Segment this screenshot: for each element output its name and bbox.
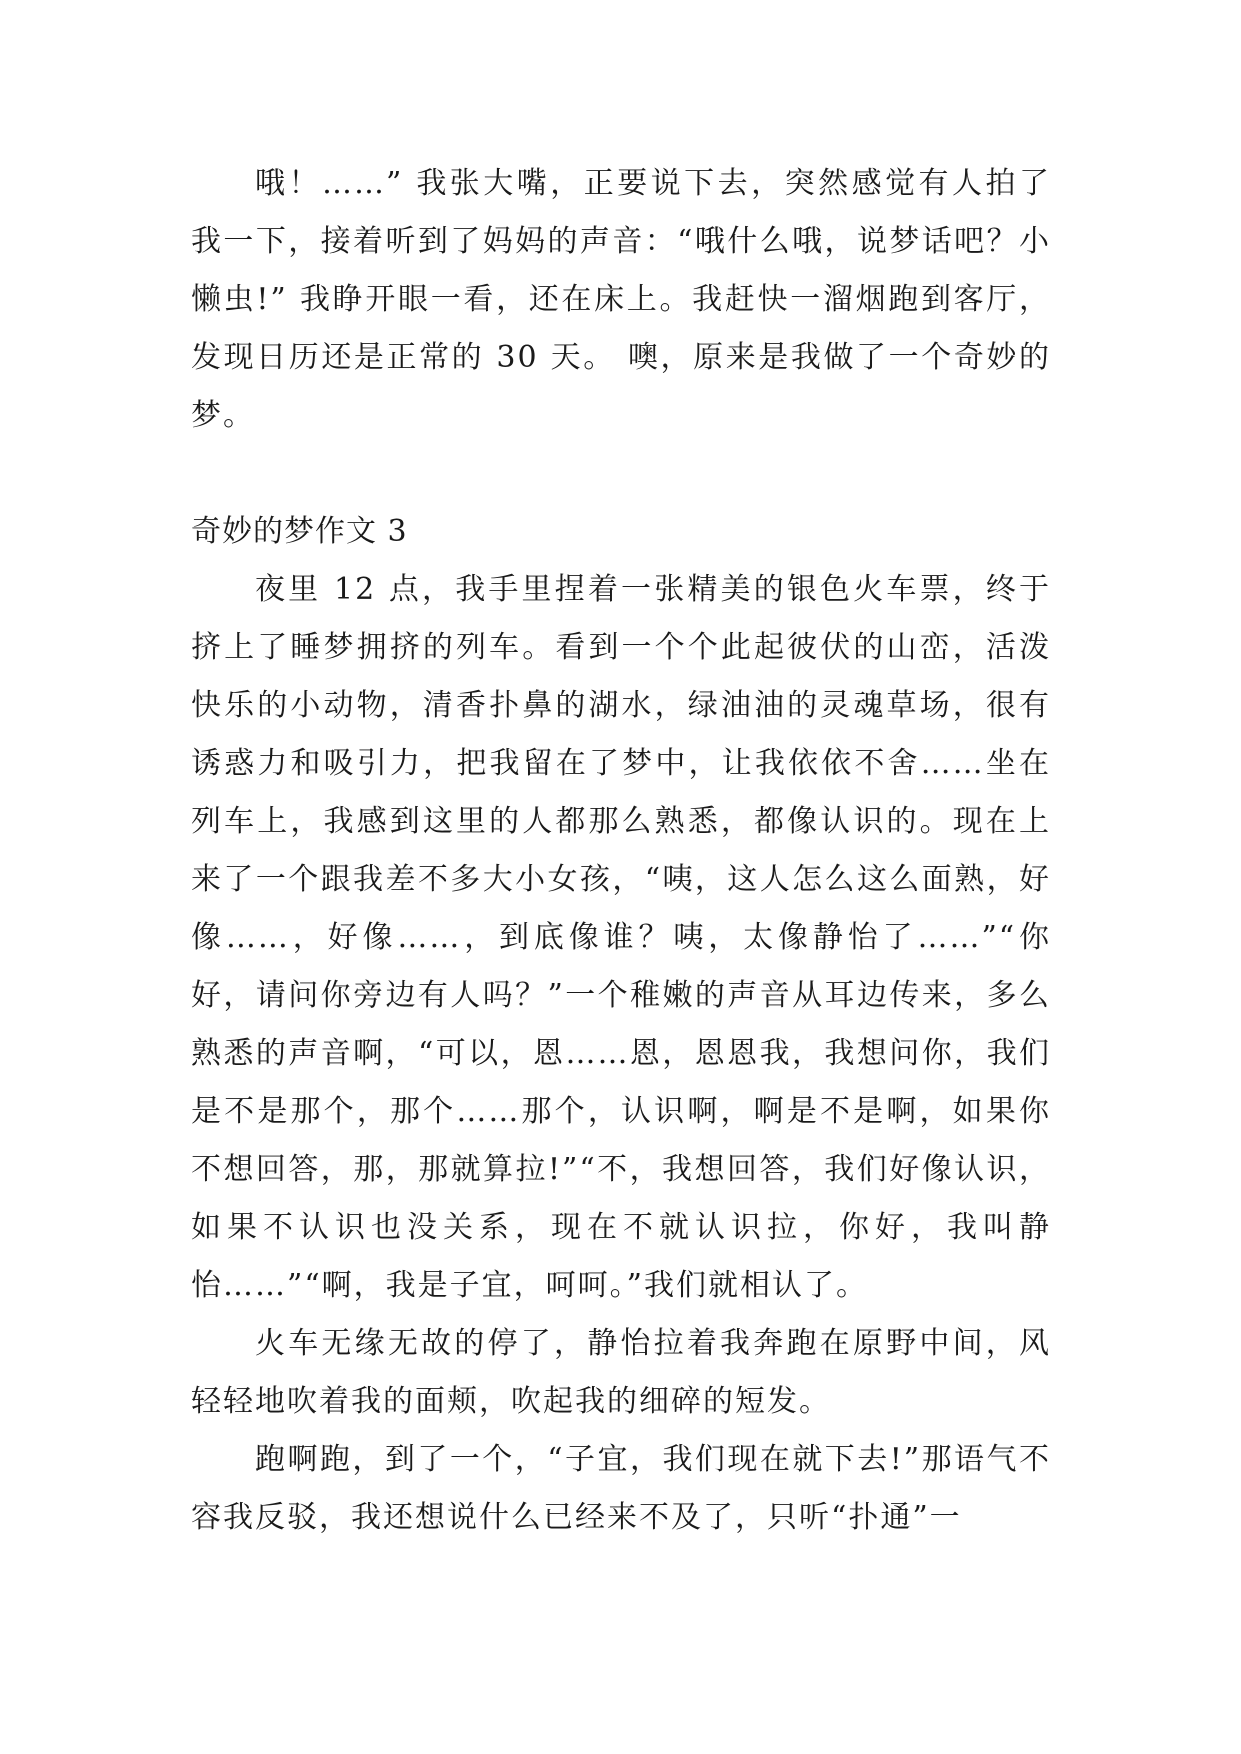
section-title: 奇妙的梦作文 3	[191, 514, 408, 549]
paragraph-running: 跑啊跑，到了一个，“子宜，我们现在就下去!”那语气不容我反驳，我还想说什么已经来不及了，只听“扑通”一	[191, 1442, 1051, 1535]
document-body	[191, 155, 1051, 1547]
paragraph-dream-ending: 哦！……” 我张大嘴，正要说下去，突然感觉有人拍了我一下，接着听到了妈妈的声音：“哦什么哦，说梦话吧？小懒虫!” 我睁开眼一看，还在床上。我赶快一溜烟跑到客厅，发现日历还是正常的 30 天。 噢，原来是我做了一个奇妙的梦。	[191, 166, 1051, 433]
paragraph-spacer	[191, 445, 1051, 503]
paragraph-train-dream: 夜里 12 点，我手里捏着一张精美的银色火车票，终于挤上了睡梦拥挤的列车。看到一个个此起彼伏的山峦，活泼快乐的小动物，清香扑鼻的湖水，绿油油的灵魂草场，很有诱惑力和吸引力，把我留在了梦中，让我依依不舍……坐在列车上，我感到这里的人都那么熟悉，都像认识的。现在上来了一个跟我差不多大小女孩，“咦，这人怎么这么面熟，好像……，好像……，到底像谁？咦，太像静怡了……”“你好，请问你旁边有人吗？”一个稚嫩的声音从耳边传来，多么熟悉的声音啊，“可以，恩……恩，恩恩我，我想问你，我们是不是那个，那个……那个，认识啊，啊是不是啊，如果你不想回答，那，那就算拉!”“不，我想回答，我们好像认识，如果不认识也没关系，现在不就认识拉，你好，我叫静怡……”“啊，我是子宜，呵呵。”我们就相认了。	[191, 572, 1051, 1303]
paragraph-train-stops: 火车无缘无故的停了，静怡拉着我奔跑在原野中间，风轻轻地吹着我的面颊，吹起我的细碎的短发。	[191, 1326, 1051, 1419]
